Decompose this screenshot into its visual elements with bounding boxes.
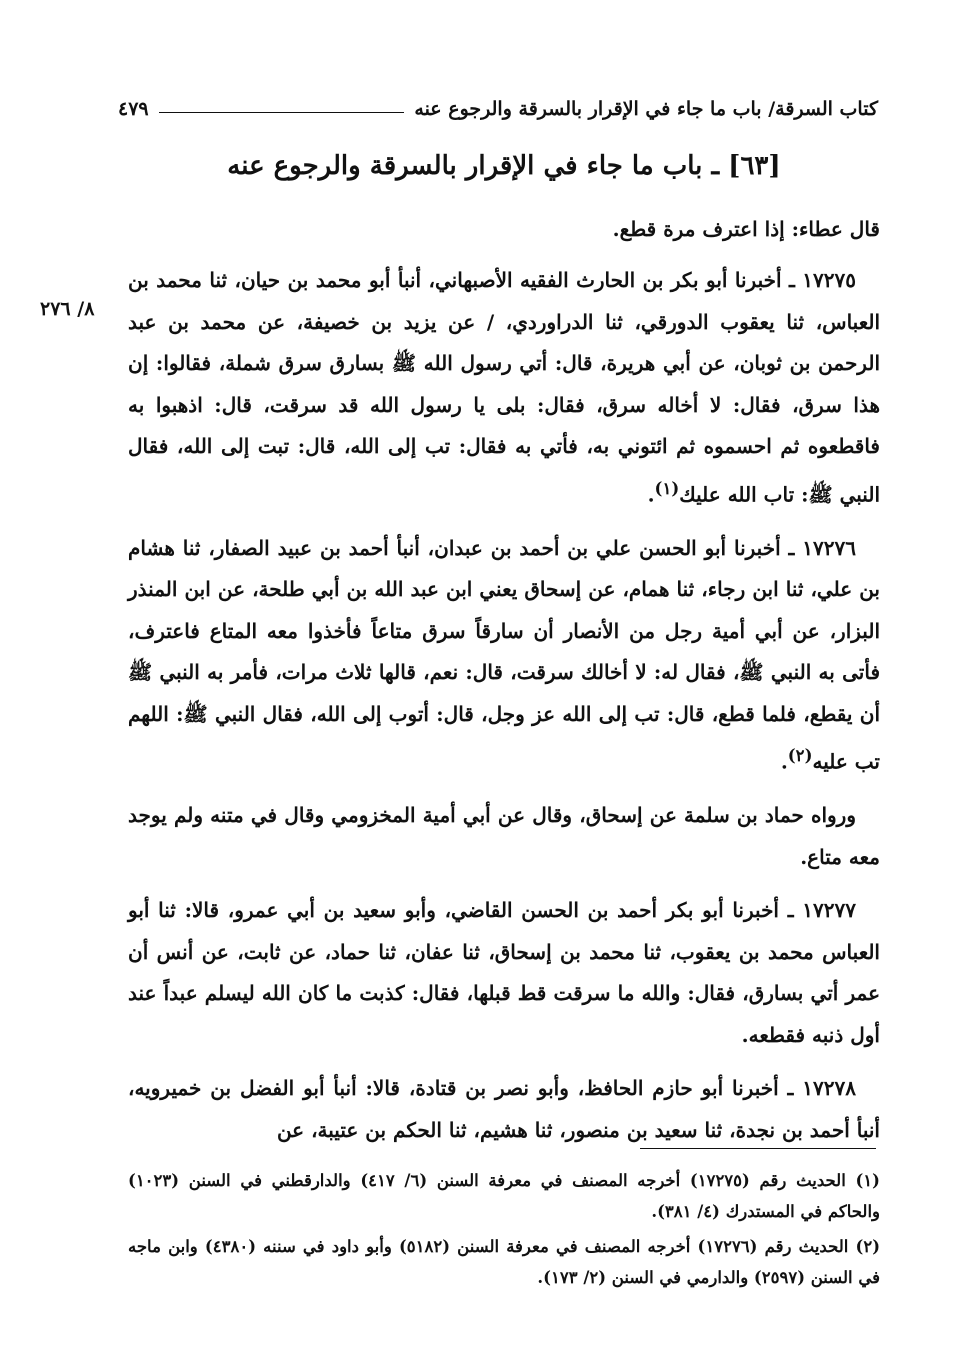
footnotes — [128, 1165, 880, 1297]
margin-reference: ٨/ ٢٧٦ — [40, 298, 95, 320]
hadith-paragraph — [128, 1068, 880, 1151]
hadith-number: ١٧٢٧٨ — [802, 1076, 856, 1101]
hadith-text: ـ أخبرنا أبو بكر أحمد بن الحسن القاضي، وأبو سعيد بن أبي عمرو، قالا: ثنا أبو العباس محمد بن يعقوب، ثنا محمد بن إسحاق، ثنا عفان، ثنا حماد، عن ثابت، عن أنس أن عمر أتي بسارق، فقال: والله ما سرقت قط قبلها، فقال: كذبت ما كان الله ليسلم عبداً عند أول ذنبه فقطعه. — [128, 898, 880, 1047]
hadith-end: . — [647, 482, 655, 507]
hadith-paragraph — [128, 260, 880, 516]
chapter-title: [٦٣] ـ باب ما جاء في الإقرار بالسرقة والرجوع عنه — [227, 151, 781, 181]
hadith-number: ١٧٢٧٥ — [802, 268, 856, 292]
page-number: ٤٧٩ — [118, 98, 149, 120]
main-text — [128, 140, 880, 1163]
footnote-marker: (١) — [654, 477, 680, 498]
footnote: (١) الحديث رقم (١٧٢٧٥) أخرجه المصنف في معرفة السنن (٦/ ٤١٧) والدارقطني في السنن (١٠٢٣) والحاكم في المستدرك (٤/ ٣٨١). — [128, 1171, 880, 1221]
running-header — [118, 92, 878, 126]
hadith-paragraph — [128, 528, 880, 784]
header-rule — [159, 112, 405, 113]
hadith-end: . — [780, 749, 788, 774]
narration-note: ورواه حماد بن سلمة عن إسحاق، وقال عن أبي أمية المخزومي وقال في متنه ولم يوجد معه متاع. — [128, 803, 880, 869]
hadith-paragraph — [128, 890, 880, 1056]
running-header-title: كتاب السرقة/ باب ما جاء في الإقرار بالسرقة والرجوع عنه — [414, 98, 878, 120]
footnote-marker: (٢) — [787, 745, 813, 766]
hadith-text: ـ أخبرنا أبو الحسن علي بن أحمد بن عبدان، أنبأ أحمد بن عبيد الصفار، ثنا هشام بن علي، ثنا ابن رجاء، ثنا همام، عن إسحاق يعني ابن عبد الله بن أبي طلحة، عن ابن المنذر البزار، عن أبي أمية رجل من الأنصار أن سارقاً سرق متاعاً فأخذوا معه المتاع فاعترف، فأتى به النبي ﷺ، فقال له: لا أخالك سرقت، قال: نعم، قالها ثلاث مرات، فأمر به النبي ﷺ أن يقطع، فلما قطع، قال: تب إلى الله عز وجل، قال: أتوب إلى الله، فقال النبي ﷺ: اللهم تب عليه — [128, 535, 880, 774]
hadith-number: ١٧٢٧٧ — [802, 898, 856, 923]
footnote: (٢) الحديث رقم (١٧٢٧٦) أخرجه المصنف في معرفة السنن (٥١٨٢) وأبو داود في سننه (٤٣٨٠) وابن ماجه في السنن (٢٥٩٧) والدارمي في السنن (٢/ ١٧٣). — [128, 1237, 880, 1287]
hadith-text: ـ أخبرنا أبو حازم الحافظ، وأبو نصر بن قتادة، قالا: أنبأ أبو الفضل بن خميرويه، أنبأ أحمد بن نجدة، ثنا سعيد بن منصور، ثنا هشيم، ثنا الحكم بن عتيبة، عن — [128, 1076, 880, 1142]
hadith-text: ـ أخبرنا أبو بكر بن الحارث الفقيه الأصبهاني، أنبأ أبو محمد بن حيان، ثنا محمد بن العباس، ثنا يعقوب الدورقي، ثنا الدراوردي، / عن يزيد بن خصيفة، عن محمد بن عبد الرحمن بن ثوبان، عن أبي هريرة، قال: أتي رسول الله ﷺ بسارق سرق شملة، فقالوا: إن هذا سرق، فقال: لا أخاله سرق، فقال: بلى يا رسول الله قد سرقت، قال: اذهبوا به فاقطعوه ثم احسموه ثم ائتوني به، فأتي به فقال: تب إلى الله، قال: تبت إلى الله، فقال النبي ﷺ: تاب الله عليك — [128, 268, 880, 507]
opening-line: قال عطاء: إذا اعترف مرة قطع. — [612, 217, 880, 241]
footnote-separator — [640, 1148, 876, 1149]
hadith-number: ١٧٢٧٦ — [802, 535, 856, 560]
